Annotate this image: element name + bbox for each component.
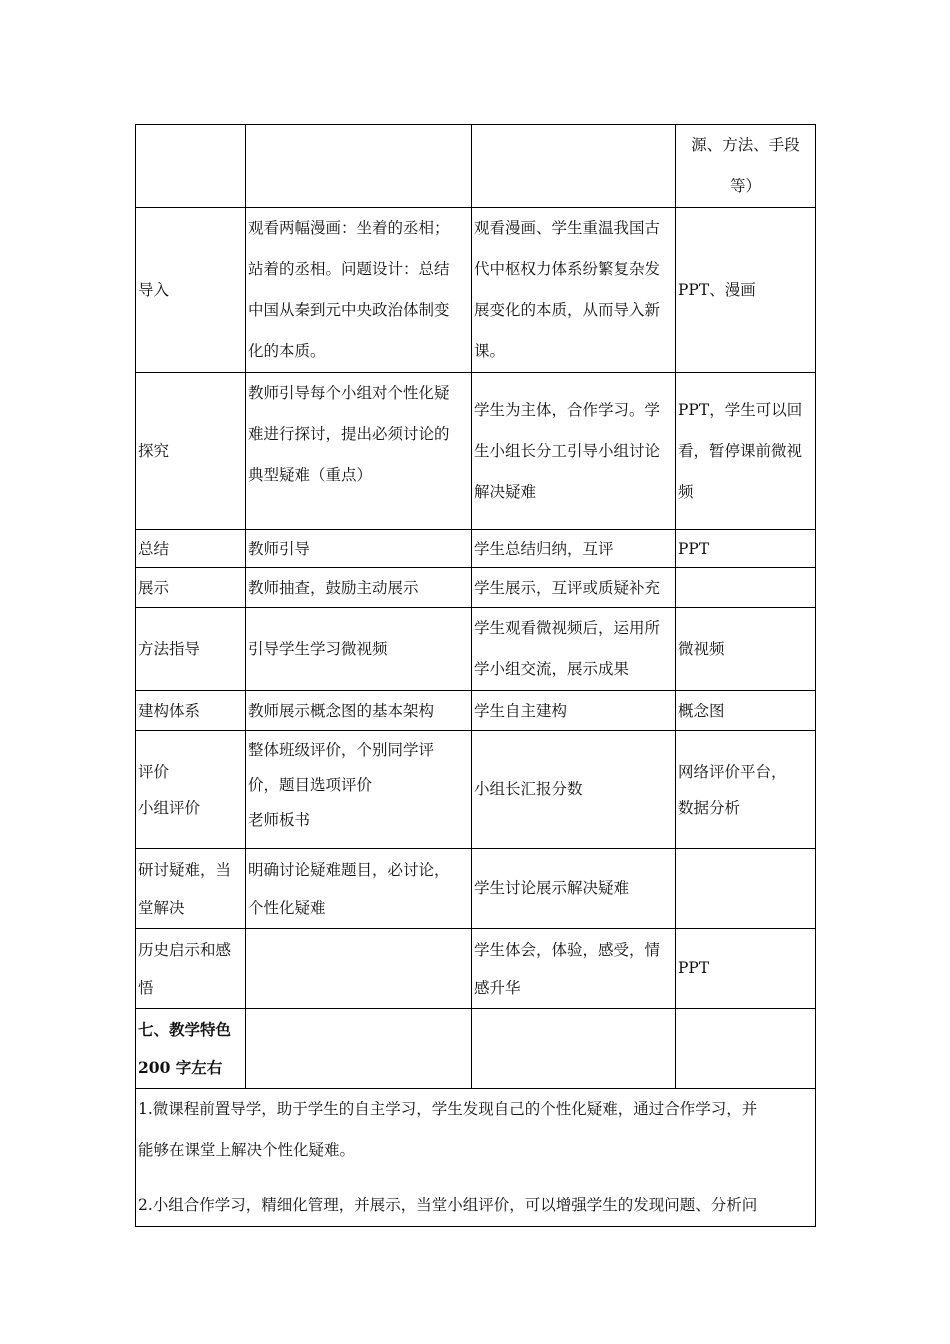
media-text: 频 [678,482,694,501]
media-cell [676,691,816,731]
stage-text: 建构体系 [138,701,201,720]
header-cell-teacher [246,125,472,208]
stage-cell [136,608,246,691]
table-row [136,373,816,530]
student-text: 学生体会，体验，感受，情 [474,940,661,959]
media-text: 看，暂停课前微视 [678,441,803,460]
student-text: 学生观看微视频后，运用所 [474,619,661,637]
teacher-cell [246,849,472,929]
student-text: 观看漫画、学生重温我国古 [474,219,661,237]
teacher-cell [246,608,472,691]
student-cell [472,568,676,608]
student-cell [472,731,676,849]
stage-cell [136,849,246,929]
stage-cell [136,568,246,608]
stage-text: 导入 [138,280,170,299]
student-text: 解决疑难 [474,482,537,501]
teacher-text: 站着的丞相。问题设计：总结 [248,260,450,278]
student-text: 学生总结归纳，互评 [474,539,614,558]
student-cell [472,608,676,691]
student-text: 学生自主建构 [474,701,568,720]
media-cell [676,208,816,373]
teacher-text: 教师引导每个小组对个性化疑 [248,384,450,402]
student-cell [472,530,676,568]
stage-text: 历史启示和感 [138,940,232,959]
section7-title-row [136,1009,816,1089]
stage-text: 悟 [138,978,154,997]
section7-subtitle: 200 字左右 [138,1057,223,1077]
student-text: 小组长汇报分数 [474,780,583,798]
header-row [136,125,816,208]
media-cell [676,608,816,691]
teacher-text: 明确讨论疑难题目，必讨论， [248,860,450,879]
student-text: 课。 [474,342,506,360]
media-text: 微视频 [678,639,725,658]
media-text: PPT、漫画 [678,280,756,299]
teacher-cell [246,530,472,568]
paragraph-line: 能够在课堂上解决个性化疑难。 [138,1141,356,1159]
media-cell [676,530,816,568]
header-media-line: 等） [729,177,761,195]
lesson-plan-table [135,124,816,1227]
teacher-text: 价，题目选项评价 [248,776,373,794]
stage-text: 研讨疑难，当 [138,860,232,879]
student-cell [472,373,676,530]
stage-text: 评价 [138,762,170,781]
stage-cell [136,691,246,731]
media-cell [676,731,816,849]
student-text: 学生为主体，合作学习。学 [474,400,661,419]
table-row [136,608,816,691]
header-cell-media [676,125,816,208]
table-row [136,208,816,373]
student-cell [472,929,676,1009]
student-cell [472,208,676,373]
section7-title: 七、教学特色 [138,1019,232,1039]
media-text: PPT [678,539,710,558]
teacher-text: 难进行探讨，提出必须讨论的 [248,425,450,443]
table-row [136,568,816,608]
teacher-text: 中国从秦到元中央政治体制变 [248,301,450,319]
media-text: 数据分析 [678,798,741,817]
stage-text: 探究 [138,441,170,460]
student-text: 展变化的本质，从而导入新 [474,301,661,319]
stage-cell [136,731,246,849]
stage-text: 总结 [138,539,170,558]
stage-cell [136,929,246,1009]
empty-cell [472,1009,676,1089]
student-text: 生小组长分工引导小组讨论 [474,441,661,460]
teacher-text: 教师展示概念图的基本架构 [248,701,435,720]
empty-cell [676,1009,816,1089]
section7-title-cell [136,1009,246,1089]
section7-body-row [136,1089,816,1227]
teacher-cell [246,568,472,608]
teacher-cell [246,731,472,849]
media-text: 网络评价平台， [678,762,787,781]
header-media-line: 源、方法、手段 [691,136,800,154]
teacher-cell [246,373,472,530]
media-cell [676,929,816,1009]
stage-cell [136,208,246,373]
table-row [136,530,816,568]
table-row [136,929,816,1009]
paragraph-line: 2.小组合作学习，精细化管理，并展示，当堂小组评价，可以增强学生的发现问题、分析问 [138,1196,758,1214]
student-text: 学生讨论展示解决疑难 [474,879,630,897]
media-cell [676,568,816,608]
student-text: 代中枢权力体系纷繁复杂发 [474,260,661,278]
teacher-text: 个性化疑难 [248,898,326,917]
media-cell [676,373,816,530]
teacher-text: 教师抽查，鼓励主动展示 [248,578,419,597]
table-row [136,849,816,929]
teacher-cell [246,691,472,731]
header-cell-student [472,125,676,208]
teacher-text: 化的本质。 [248,342,326,360]
paragraph-line: 1.微课程前置导学，助于学生的自主学习，学生发现自己的个性化疑难，通过合作学习，并 [138,1100,758,1118]
table-row [136,731,816,849]
teacher-text: 教师引导 [248,539,311,558]
teacher-text: 引导学生学习微视频 [248,639,388,658]
stage-text: 展示 [138,578,170,597]
table-row [136,691,816,731]
media-text: PPT [678,959,710,977]
header-cell-stage [136,125,246,208]
teacher-text: 整体班级评价，个别同学评 [248,741,435,759]
student-text: 感升华 [474,978,521,997]
stage-text: 方法指导 [138,639,201,658]
stage-text: 堂解决 [138,898,185,917]
stage-text: 小组评价 [138,798,201,817]
teacher-cell [246,929,472,1009]
empty-cell [246,1009,472,1089]
section7-body-cell [136,1089,816,1227]
student-text: 学小组交流，展示成果 [474,660,630,678]
teacher-cell [246,208,472,373]
media-text: PPT，学生可以回 [678,400,803,419]
teacher-text: 观看两幅漫画：坐着的丞相； [248,219,450,237]
media-text: 概念图 [678,701,725,720]
media-cell [676,849,816,929]
teacher-text: 老师板书 [248,811,311,829]
paragraph-gap [138,1171,813,1185]
student-cell [472,691,676,731]
student-cell [472,849,676,929]
stage-cell [136,373,246,530]
teacher-text: 典型疑难（重点） [248,466,373,484]
stage-cell [136,530,246,568]
student-text: 学生展示，互评或质疑补充 [474,578,661,597]
